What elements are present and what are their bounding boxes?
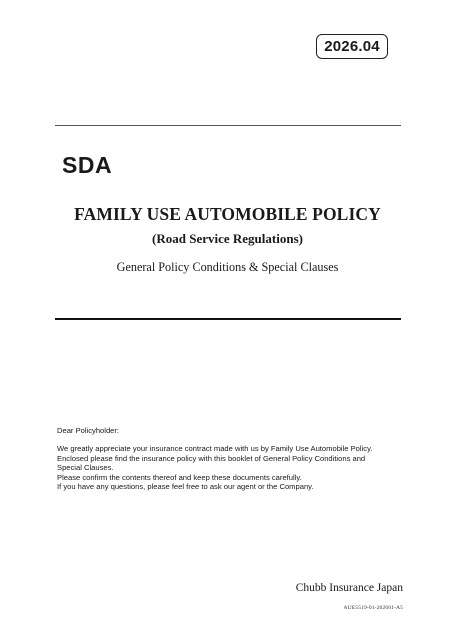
letter-line: Special Clauses. [57, 463, 114, 473]
letter-line: Enclosed please find the insurance policy with this booklet of General Policy Conditions and [57, 453, 366, 463]
document-subtitle: (Road Service Regulations) [152, 231, 303, 246]
letter-line: Please confirm the contents thereof and keep these documents carefully. [57, 472, 302, 482]
letter-line: If you have any questions, please feel free to ask our agent or the Company. [57, 482, 314, 492]
company-name: Chubb Insurance Japan [295, 582, 403, 594]
policyholder-letter [57, 426, 407, 491]
letter-greeting: Dear Policyholder: [57, 426, 120, 435]
form-code: AUE5519-01-202601-A5 [343, 605, 403, 611]
letter-line: We greatly appreciate your insurance contract made with us by Family Use Automobile Policy. [57, 444, 373, 454]
document-title: FAMILY USE AUTOMOBILE POLICY [74, 204, 381, 224]
bottom-divider [55, 318, 401, 320]
document-contents-line: General Policy Conditions & Special Clauses [116, 260, 339, 274]
top-divider [55, 125, 401, 126]
edition-badge: 2026.04 [316, 34, 388, 59]
product-code: SDA [62, 152, 113, 178]
